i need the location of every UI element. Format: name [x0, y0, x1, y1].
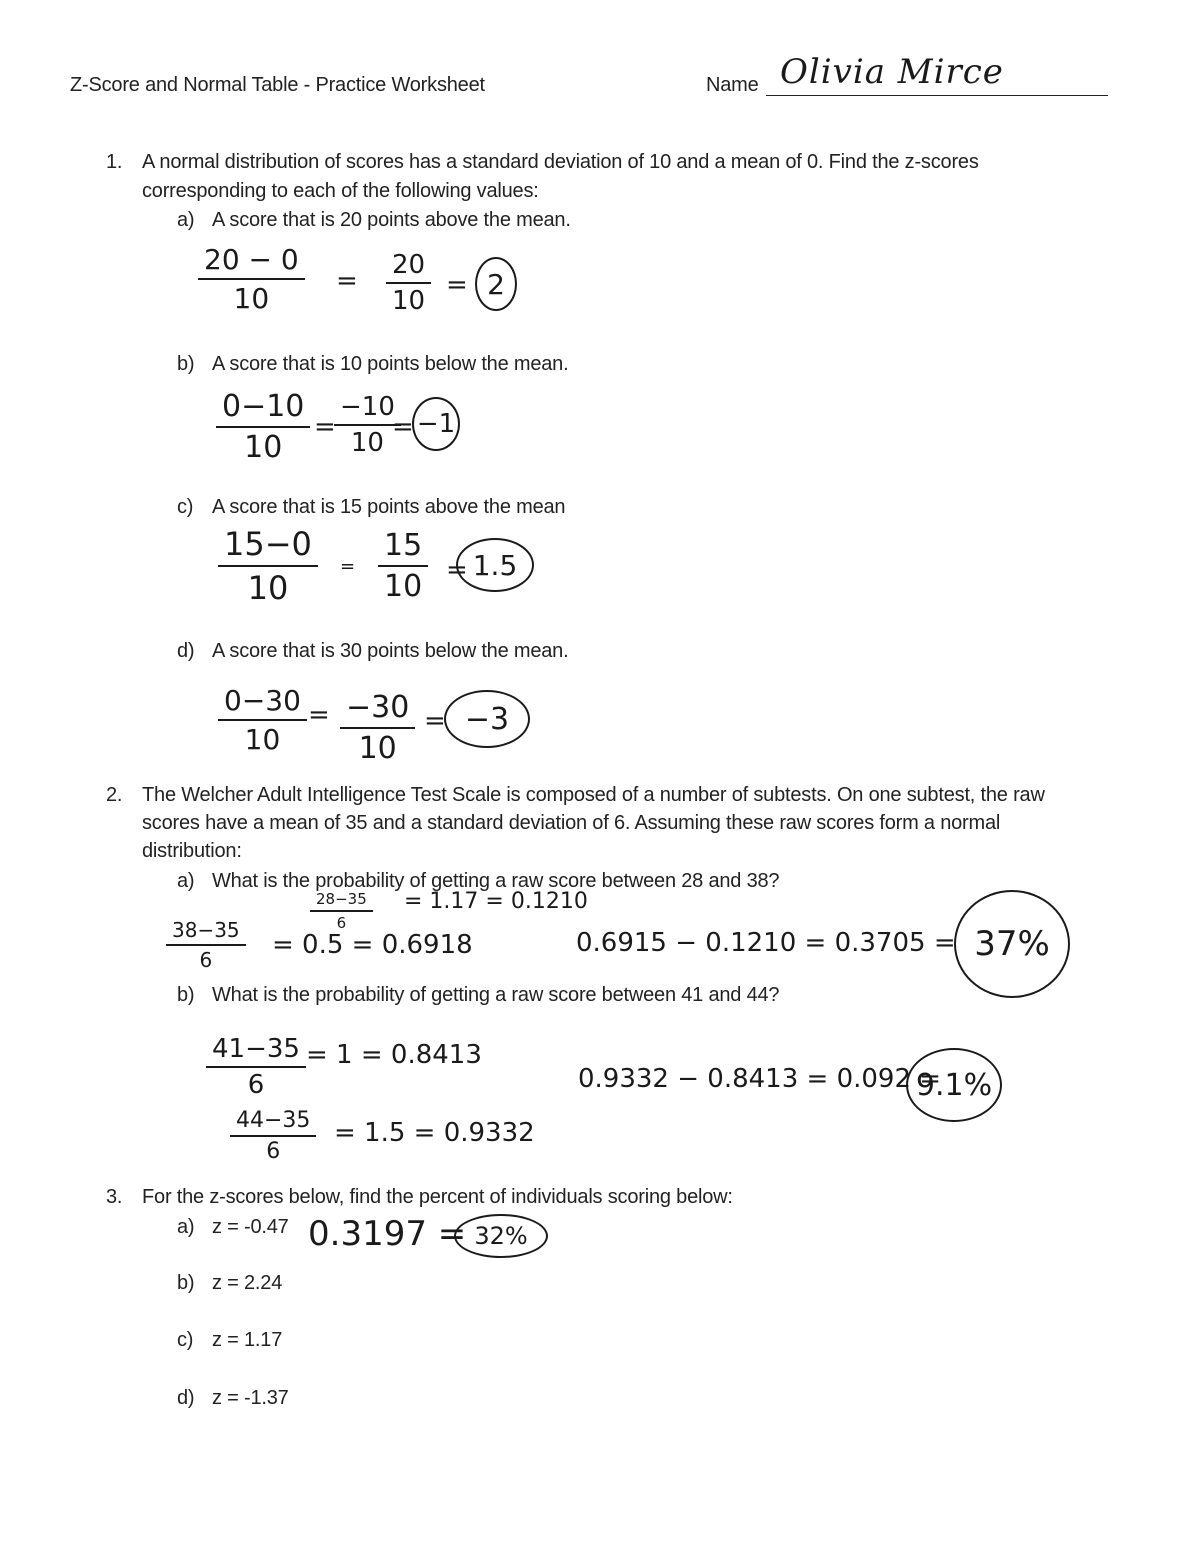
q1a-text: A score that is 20 points above the mean. [212, 209, 571, 231]
equals-sign: = [314, 412, 336, 442]
q2a-top-work: = 1.17 = 0.1210 [404, 889, 588, 914]
q3b-text: z = 2.24 [212, 1272, 283, 1294]
denominator: 6 [247, 1070, 265, 1100]
q3-text: For the z-scores below, find the percent of individuals scoring below: [142, 1186, 733, 1208]
numerator: 38−35 [166, 918, 246, 946]
q3d-label: d) [177, 1387, 195, 1409]
q1a-fraction-2 [386, 250, 431, 316]
numerator: 28−35 [310, 890, 373, 912]
q2b-label: b) [177, 984, 195, 1006]
q1-number: 1. [106, 151, 123, 173]
denominator: 6 [336, 914, 347, 932]
equals-sign: = [424, 706, 446, 736]
denominator: 6 [199, 948, 213, 972]
equals-sign: = [446, 270, 468, 300]
numerator: −30 [340, 690, 415, 729]
q2a-text: What is the probability of getting a raw score between 28 and 38? [212, 870, 780, 892]
q1b-fraction-1 [216, 389, 310, 465]
q1c-label: c) [177, 496, 194, 518]
q2b-work-1: = 1 = 0.8413 [306, 1040, 482, 1070]
q1b-fraction-2 [334, 392, 401, 458]
q1a-fraction-1 [198, 243, 305, 315]
q1c-fraction-2 [378, 528, 428, 604]
q1d-fraction-1 [218, 684, 307, 756]
denominator: 10 [384, 569, 423, 604]
equals-sign: = [340, 556, 356, 577]
q2-text-line2: scores have a mean of 35 and a standard deviation of 6. Assuming these raw scores form a normal [142, 812, 1001, 834]
q2b-text: What is the probability of getting a raw score between 41 and 44? [212, 984, 780, 1006]
numerator: −10 [334, 392, 401, 426]
q2-number: 2. [106, 784, 123, 806]
q1c-text: A score that is 15 points above the mean [212, 496, 566, 518]
q2a-right-work: 0.6915 − 0.1210 = 0.3705 = [576, 928, 956, 958]
numerator: 0−30 [218, 684, 307, 721]
q3a-label: a) [177, 1216, 195, 1238]
q3c-label: c) [177, 1329, 194, 1351]
q2-text-line3: distribution: [142, 840, 242, 862]
denominator: 10 [233, 282, 270, 315]
q2b-fraction-1 [206, 1034, 306, 1100]
q1d-answer-circle: −3 [444, 690, 530, 748]
q2a-answer-circle: 37% [954, 890, 1070, 998]
q2a-label: a) [177, 870, 195, 892]
q3d-text: z = -1.37 [212, 1387, 289, 1409]
q3a-text: z = -0.47 [212, 1216, 289, 1238]
numerator: 20 [386, 250, 431, 284]
equals-sign: = [392, 412, 414, 442]
q1a-answer-circle: 2 [475, 257, 517, 311]
q1b-label: b) [177, 353, 195, 375]
q3a-answer-circle: 32% [454, 1214, 548, 1258]
numerator: 15 [378, 528, 428, 567]
denominator: 10 [350, 428, 384, 458]
q1c-fraction-1 [218, 525, 318, 607]
numerator: 0−10 [216, 389, 310, 428]
q2a-left-fraction [166, 918, 246, 972]
q1a-label: a) [177, 209, 195, 231]
equals-sign: = [446, 555, 468, 585]
q3a-work: 0.3197 = [308, 1214, 467, 1254]
denominator: 10 [358, 731, 397, 766]
q3b-label: b) [177, 1272, 195, 1294]
student-signature: Olivia Mirce [780, 52, 1004, 92]
denominator: 6 [266, 1139, 281, 1164]
q1b-text: A score that is 10 points below the mean. [212, 353, 569, 375]
equals-sign: = [336, 266, 358, 296]
equals-sign: = [308, 700, 330, 730]
numerator: 20 − 0 [198, 243, 305, 280]
q1d-fraction-2 [340, 690, 415, 766]
q3c-text: z = 1.17 [212, 1329, 283, 1351]
denominator: 10 [244, 723, 281, 756]
q1d-text: A score that is 30 points below the mean. [212, 640, 569, 662]
q1-text-line1: A normal distribution of scores has a standard deviation of 10 and a mean of 0. Find the z-scores [142, 151, 979, 173]
q2b-answer-circle: 9.1% [906, 1048, 1002, 1122]
name-underline [766, 95, 1108, 96]
q2b-work-2: = 1.5 = 0.9332 [334, 1118, 535, 1148]
numerator: 44−35 [230, 1108, 316, 1137]
q2b-fraction-2 [230, 1108, 316, 1164]
numerator: 41−35 [206, 1034, 306, 1068]
name-label: Name [706, 74, 759, 96]
numerator: 15−0 [218, 525, 318, 567]
denominator: 10 [244, 430, 283, 465]
q2a-left-work: = 0.5 = 0.6918 [272, 930, 473, 960]
q1b-answer-circle: −1 [412, 397, 460, 451]
q2-text-line1: The Welcher Adult Intelligence Test Scale is composed of a number of subtests. On one subtest, the raw [142, 784, 1045, 806]
q1d-label: d) [177, 640, 195, 662]
q2b-right-work: 0.9332 − 0.8413 = 0.092 = [578, 1064, 942, 1094]
q3-number: 3. [106, 1186, 123, 1208]
q2a-top-fraction [310, 890, 373, 932]
q1c-answer-circle: 1.5 [456, 538, 534, 592]
q1-text-line2: corresponding to each of the following values: [142, 180, 539, 202]
denominator: 10 [392, 286, 426, 316]
worksheet-title: Z-Score and Normal Table - Practice Worksheet [70, 74, 485, 96]
denominator: 10 [247, 569, 289, 607]
